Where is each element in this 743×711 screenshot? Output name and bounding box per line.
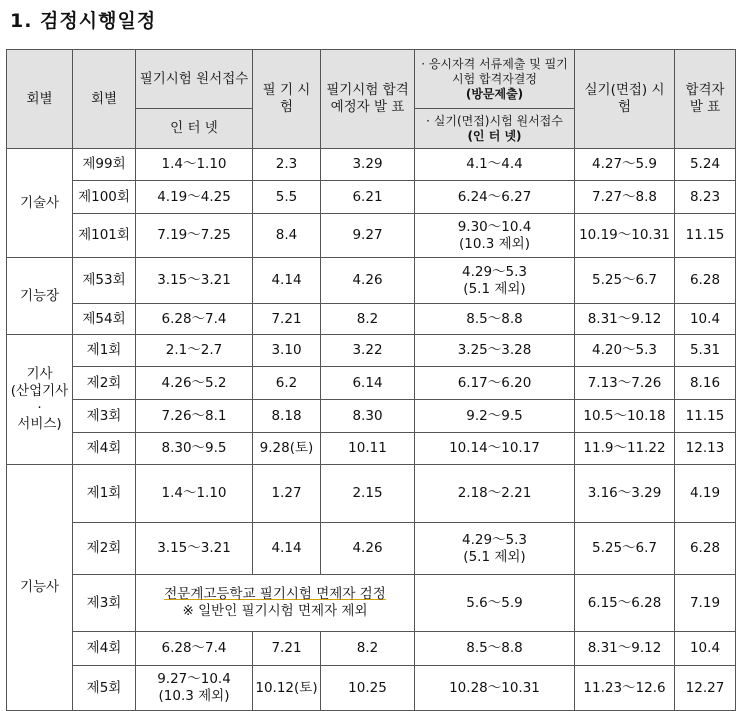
written-result-cell: 9.27 — [321, 214, 415, 258]
written-exam-cell: 1.27 — [253, 465, 321, 523]
submission-cell: 8.5～8.8 — [415, 304, 575, 335]
written-result-cell: 10.11 — [321, 433, 415, 465]
round-cell: 제54회 — [73, 304, 136, 335]
final-result-cell: 5.24 — [675, 149, 736, 181]
submission-date: 9.30～10.4 — [457, 218, 532, 235]
written-exam-cell: 7.21 — [253, 304, 321, 335]
header-round-1: 회별 — [7, 50, 73, 149]
practical-exam-cell: 3.16～3.29 — [575, 465, 675, 523]
round-cell: 제99회 — [73, 149, 136, 181]
written-exam-cell: 7.21 — [253, 632, 321, 666]
practical-exam-cell: 7.13～7.26 — [575, 367, 675, 400]
written-exam-cell: 6.2 — [253, 367, 321, 400]
submission-cell: 3.25～3.28 — [415, 335, 575, 367]
final-result-cell: 10.4 — [675, 632, 736, 666]
practical-exam-cell: 5.25～6.7 — [575, 258, 675, 304]
group-craftsman: 기능사 — [7, 465, 73, 711]
schedule-table — [6, 49, 736, 711]
application-cell: 7.26～8.1 — [136, 400, 253, 433]
final-result-cell: 7.19 — [675, 575, 736, 632]
application-cell: 1.4～1.10 — [136, 149, 253, 181]
application-note: (10.3 제외) — [158, 688, 230, 704]
submission-date: 4.29～5.3 — [461, 531, 528, 548]
header-document-submission-bold: (방문제출) — [465, 86, 524, 101]
final-result-cell: 10.4 — [675, 304, 736, 335]
application-cell: 2.1～2.7 — [136, 335, 253, 367]
header-written-application: 필기시험 원서접수 — [136, 50, 253, 109]
submission-cell: 10.28～10.31 — [415, 666, 575, 711]
written-result-cell: 3.22 — [321, 335, 415, 367]
header-practical-application-bold: (인 터 넷) — [467, 128, 522, 143]
header-written-result: 필기시험 합격예정자 발 표 — [321, 50, 415, 149]
group-engineer-line: (산업기사 — [10, 382, 69, 399]
round-cell: 제1회 — [73, 465, 136, 523]
submission-note: (5.1 제외) — [463, 548, 526, 565]
final-result-cell: 11.15 — [675, 214, 736, 258]
practical-exam-cell: 11.23～12.6 — [575, 666, 675, 711]
header-practical-application-text: · 실기(면접)시험 원서접수 — [426, 113, 563, 128]
group-engineer-line: · — [37, 399, 42, 416]
written-result-cell: 4.26 — [321, 523, 415, 575]
submission-note: (5.1 제외) — [463, 280, 526, 297]
written-exam-cell: 10.12(토) — [253, 666, 321, 711]
practical-exam-cell: 10.19～10.31 — [575, 214, 675, 258]
practical-exam-cell: 5.25～6.7 — [575, 523, 675, 575]
exempt-subnote: ※ 일반인 필기시험 면제자 제외 — [182, 603, 368, 619]
submission-cell: 6.17～6.20 — [415, 367, 575, 400]
practical-exam-cell: 8.31～9.12 — [575, 632, 675, 666]
round-cell: 제5회 — [73, 666, 136, 711]
group-master-craftsman: 기능장 — [7, 258, 73, 335]
application-cell: 3.15～3.21 — [136, 523, 253, 575]
final-result-cell: 4.19 — [675, 465, 736, 523]
written-exam-cell: 4.14 — [253, 258, 321, 304]
header-written-exam: 필 기 시 험 — [253, 50, 321, 149]
written-exam-cell: 4.14 — [253, 523, 321, 575]
page-title: 1. 검정시행일정 — [10, 10, 157, 32]
written-result-cell: 3.29 — [321, 149, 415, 181]
exempt-note: 전문계고등학교 필기시험 면제자 검정 — [164, 586, 386, 603]
final-result-cell: 12.13 — [675, 433, 736, 465]
submission-cell — [415, 258, 575, 304]
written-result-cell: 8.2 — [321, 304, 415, 335]
submission-cell: 4.1～4.4 — [415, 149, 575, 181]
header-internet: 인 터 넷 — [136, 109, 253, 149]
submission-cell: 2.18～2.21 — [415, 465, 575, 523]
final-result-cell: 11.15 — [675, 400, 736, 433]
written-exam-cell: 2.3 — [253, 149, 321, 181]
application-cell: 4.26～5.2 — [136, 367, 253, 400]
header-practical-exam: 실기(면접) 시 험 — [575, 50, 675, 149]
final-result-cell: 6.28 — [675, 258, 736, 304]
submission-cell: 9.2～9.5 — [415, 400, 575, 433]
round-cell: 제4회 — [73, 632, 136, 666]
round-cell: 제2회 — [73, 523, 136, 575]
application-cell: 6.28～7.4 — [136, 632, 253, 666]
written-exam-cell: 8.18 — [253, 400, 321, 433]
written-exam-cell: 3.10 — [253, 335, 321, 367]
group-professional-engineer: 기술사 — [7, 149, 73, 258]
application-cell — [136, 666, 253, 711]
header-document-submission — [415, 50, 575, 109]
exempt-note-cell — [136, 575, 415, 632]
practical-exam-cell: 4.27～5.9 — [575, 149, 675, 181]
group-engineer-line: 서비스) — [17, 416, 62, 433]
application-date: 9.27～10.4 — [157, 671, 231, 688]
final-result-cell: 8.16 — [675, 367, 736, 400]
round-cell: 제1회 — [73, 335, 136, 367]
written-result-cell: 8.2 — [321, 632, 415, 666]
final-result-cell: 8.23 — [675, 181, 736, 214]
practical-exam-cell: 6.15～6.28 — [575, 575, 675, 632]
round-cell: 제4회 — [73, 433, 136, 465]
written-result-cell: 6.14 — [321, 367, 415, 400]
round-cell: 제53회 — [73, 258, 136, 304]
final-result-cell: 5.31 — [675, 335, 736, 367]
submission-cell: 8.5～8.8 — [415, 632, 575, 666]
application-cell: 3.15～3.21 — [136, 258, 253, 304]
written-result-cell: 8.30 — [321, 400, 415, 433]
application-cell: 7.19～7.25 — [136, 214, 253, 258]
written-result-cell: 2.15 — [321, 465, 415, 523]
round-cell: 제3회 — [73, 400, 136, 433]
written-result-cell: 10.25 — [321, 666, 415, 711]
header-round-2: 회별 — [73, 50, 136, 149]
round-cell: 제3회 — [73, 575, 136, 632]
header-practical-application — [415, 109, 575, 149]
application-cell: 6.28～7.4 — [136, 304, 253, 335]
round-cell: 제2회 — [73, 367, 136, 400]
header-final-result: 합격자 발 표 — [675, 50, 736, 149]
group-engineer-line: 기사 — [26, 365, 53, 382]
submission-cell: 10.14～10.17 — [415, 433, 575, 465]
submission-cell — [415, 214, 575, 258]
practical-exam-cell: 7.27～8.8 — [575, 181, 675, 214]
application-cell: 8.30～9.5 — [136, 433, 253, 465]
final-result-cell: 6.28 — [675, 523, 736, 575]
submission-cell: 5.6～5.9 — [415, 575, 575, 632]
written-exam-cell: 9.28(토) — [253, 433, 321, 465]
practical-exam-cell: 10.5～10.18 — [575, 400, 675, 433]
practical-exam-cell: 4.20～5.3 — [575, 335, 675, 367]
header-document-submission-text: · 응시자격 서류제출 및 필기시험 합격자결정 — [421, 56, 568, 86]
written-result-cell: 6.21 — [321, 181, 415, 214]
practical-exam-cell: 11.9～11.22 — [575, 433, 675, 465]
practical-exam-cell: 8.31～9.12 — [575, 304, 675, 335]
final-result-cell: 12.27 — [675, 666, 736, 711]
submission-cell — [415, 523, 575, 575]
written-exam-cell: 8.4 — [253, 214, 321, 258]
written-exam-cell: 5.5 — [253, 181, 321, 214]
round-cell: 제101회 — [73, 214, 136, 258]
application-cell: 4.19～4.25 — [136, 181, 253, 214]
submission-date: 4.29～5.3 — [461, 263, 528, 280]
application-cell: 1.4～1.10 — [136, 465, 253, 523]
round-cell: 제100회 — [73, 181, 136, 214]
written-result-cell: 4.26 — [321, 258, 415, 304]
submission-cell: 6.24～6.27 — [415, 181, 575, 214]
submission-note: (10.3 제외) — [459, 235, 530, 252]
group-engineer — [7, 335, 73, 465]
